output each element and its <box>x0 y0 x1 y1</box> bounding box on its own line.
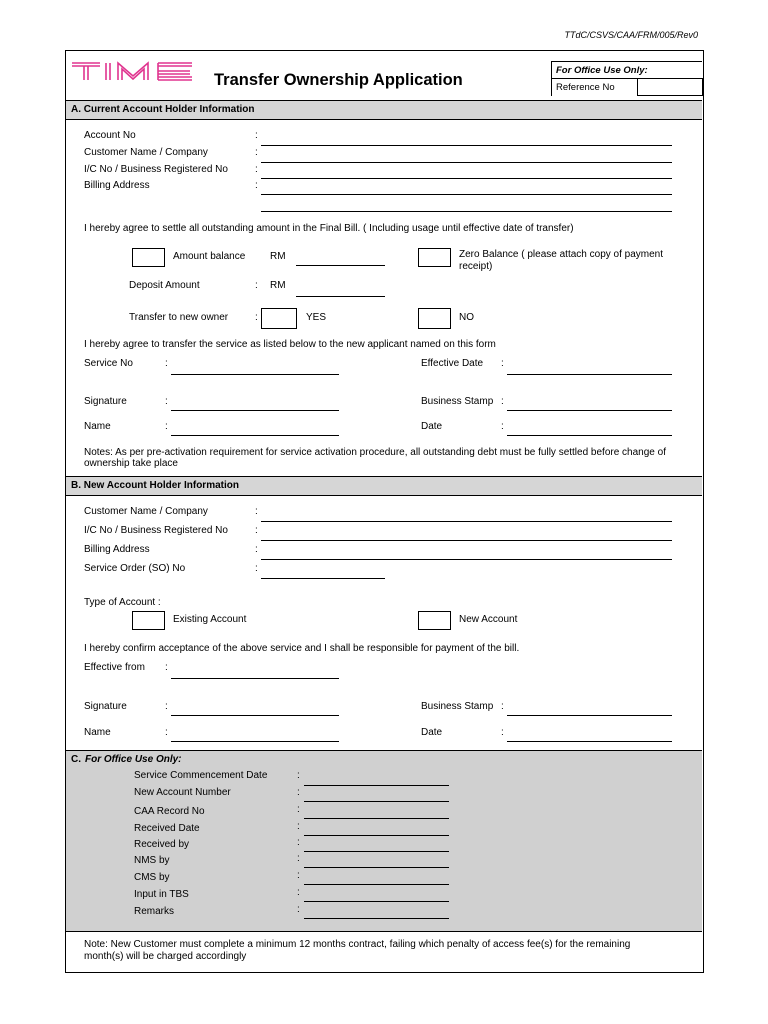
remarks-field[interactable] <box>304 918 449 919</box>
new-customer-name-field[interactable] <box>261 521 672 522</box>
office-use-box <box>551 61 702 96</box>
section-c-heading: For Office Use Only: <box>85 754 182 765</box>
amount-balance-field[interactable] <box>296 265 385 266</box>
service-order-field[interactable] <box>261 578 385 579</box>
received-by-label: Received by <box>134 839 190 850</box>
reference-no-label: Reference No <box>556 82 615 93</box>
effective-date-field[interactable] <box>507 374 672 375</box>
signature-label-a: Signature <box>84 396 127 407</box>
section-c-prefix: C. <box>71 754 81 765</box>
notes-text-cont: ownership take place <box>84 458 178 469</box>
new-billing-address-label: Billing Address <box>84 544 150 555</box>
account-no-field[interactable] <box>261 145 672 146</box>
amount-balance-label: Amount balance <box>173 251 246 262</box>
name-label-a: Name <box>84 421 111 432</box>
yes-label: YES <box>306 312 327 323</box>
received-by-field[interactable] <box>304 851 449 852</box>
type-of-account-label: Type of Account : <box>84 597 161 608</box>
input-tbs-field[interactable] <box>304 901 449 902</box>
billing-address-field-1[interactable] <box>261 194 672 195</box>
name-field-a[interactable] <box>171 435 339 436</box>
confirm-acceptance-text: I hereby confirm acceptance of the above service and I shall be responsible for payment of the bill. <box>84 643 520 654</box>
reference-no-field[interactable] <box>637 78 703 96</box>
rm-label: RM <box>270 251 286 262</box>
account-no-label: Account No <box>84 130 136 141</box>
deposit-amount-label: Deposit Amount <box>129 280 200 291</box>
signature-field-b[interactable] <box>171 715 339 716</box>
remarks-label: Remarks <box>134 906 175 917</box>
service-order-label: Service Order (SO) No <box>84 563 186 574</box>
business-stamp-label-a: Business Stamp <box>421 396 494 407</box>
new-customer-name-label: Customer Name / Company <box>84 506 208 517</box>
nms-by-field[interactable] <box>304 867 449 868</box>
received-date-label: Received Date <box>134 823 200 834</box>
existing-account-label: Existing Account <box>173 614 247 625</box>
customer-name-label: Customer Name / Company <box>84 147 208 158</box>
transfer-no-checkbox[interactable] <box>418 308 451 329</box>
notes-text: Notes: As per pre-activation requirement for service activation procedure, all outstanding debt must be fully settled before change of <box>84 447 666 458</box>
new-billing-address-field[interactable] <box>261 559 672 560</box>
settle-agreement-text: I hereby agree to settle all outstanding amount in the Final Bill. ( Including usage until effective date of transfer) <box>84 223 574 234</box>
received-date-field[interactable] <box>304 835 449 836</box>
caa-record-field[interactable] <box>304 818 449 819</box>
business-stamp-label-b: Business Stamp <box>421 701 494 712</box>
ic-no-label: I/C No / Business Registered No <box>84 164 228 175</box>
new-ic-no-label: I/C No / Business Registered No <box>84 525 228 536</box>
cms-by-field[interactable] <box>304 884 449 885</box>
section-b-header: B. New Account Holder Information <box>66 476 702 496</box>
time-logo-icon <box>70 60 196 82</box>
footer-note: Note: New Customer must complete a minimum 12 months contract, failing which penalty of access fee(s) for the remaining <box>84 939 631 950</box>
section-c-office-use: C. For Office Use Only: Service Commencement Date : New Account Number : CAA Record No : Received Date : Received by : NMS by : CMS by : Input in TBS : Remarks : <box>66 750 702 932</box>
service-no-label: Service No <box>84 358 133 369</box>
zero-balance-label: Zero Balance ( please attach copy of payment <box>459 249 664 260</box>
form-code: TTdC/CSVS/CAA/FRM/005/Rev0 <box>564 30 698 40</box>
transfer-yes-checkbox[interactable] <box>261 308 297 329</box>
service-commencement-field[interactable] <box>304 785 449 786</box>
name-field-b[interactable] <box>171 741 339 742</box>
billing-address-field-2[interactable] <box>261 211 672 212</box>
new-account-number-field[interactable] <box>304 801 449 802</box>
date-label-b: Date <box>421 727 443 738</box>
new-account-checkbox[interactable] <box>418 611 451 630</box>
office-use-heading: For Office Use Only: <box>556 65 648 76</box>
footer-note-cont: month(s) will be charged accordingly <box>84 951 247 962</box>
billing-address-label: Billing Address <box>84 180 150 191</box>
service-commencement-label: Service Commencement Date <box>134 770 268 781</box>
amount-balance-checkbox[interactable] <box>132 248 165 267</box>
effective-from-field[interactable] <box>171 678 339 679</box>
section-a-header: A. Current Account Holder Information <box>66 100 702 120</box>
date-field-a[interactable] <box>507 435 672 436</box>
zero-balance-checkbox[interactable] <box>418 248 451 267</box>
effective-date-label: Effective Date <box>421 358 484 369</box>
deposit-amount-field[interactable] <box>296 296 385 297</box>
effective-from-label: Effective from <box>84 662 145 673</box>
new-ic-no-field[interactable] <box>261 540 672 541</box>
ic-no-field[interactable] <box>261 178 672 179</box>
zero-balance-label-cont: receipt) <box>459 261 493 272</box>
page-title: Transfer Ownership Application <box>214 71 463 89</box>
signature-label-b: Signature <box>84 701 127 712</box>
caa-record-label: CAA Record No <box>134 806 205 817</box>
business-stamp-field-b[interactable] <box>507 715 672 716</box>
existing-account-checkbox[interactable] <box>132 611 165 630</box>
input-tbs-label: Input in TBS <box>134 889 189 900</box>
business-stamp-field-a[interactable] <box>507 410 672 411</box>
nms-by-label: NMS by <box>134 855 170 866</box>
no-label: NO <box>459 312 474 323</box>
rm-label-deposit: RM <box>270 280 286 291</box>
date-field-b[interactable] <box>507 741 672 742</box>
transfer-agreement-text: I hereby agree to transfer the service as listed below to the new applicant named on this form <box>84 339 496 350</box>
transfer-owner-label: Transfer to new owner <box>129 312 229 323</box>
name-label-b: Name <box>84 727 111 738</box>
signature-field-a[interactable] <box>171 410 339 411</box>
service-no-field[interactable] <box>171 374 339 375</box>
new-account-number-label: New Account Number <box>134 787 231 798</box>
date-label-a: Date <box>421 421 443 432</box>
cms-by-label: CMS by <box>134 872 170 883</box>
logo <box>70 60 196 82</box>
customer-name-field[interactable] <box>261 162 672 163</box>
new-account-label: New Account <box>459 614 518 625</box>
